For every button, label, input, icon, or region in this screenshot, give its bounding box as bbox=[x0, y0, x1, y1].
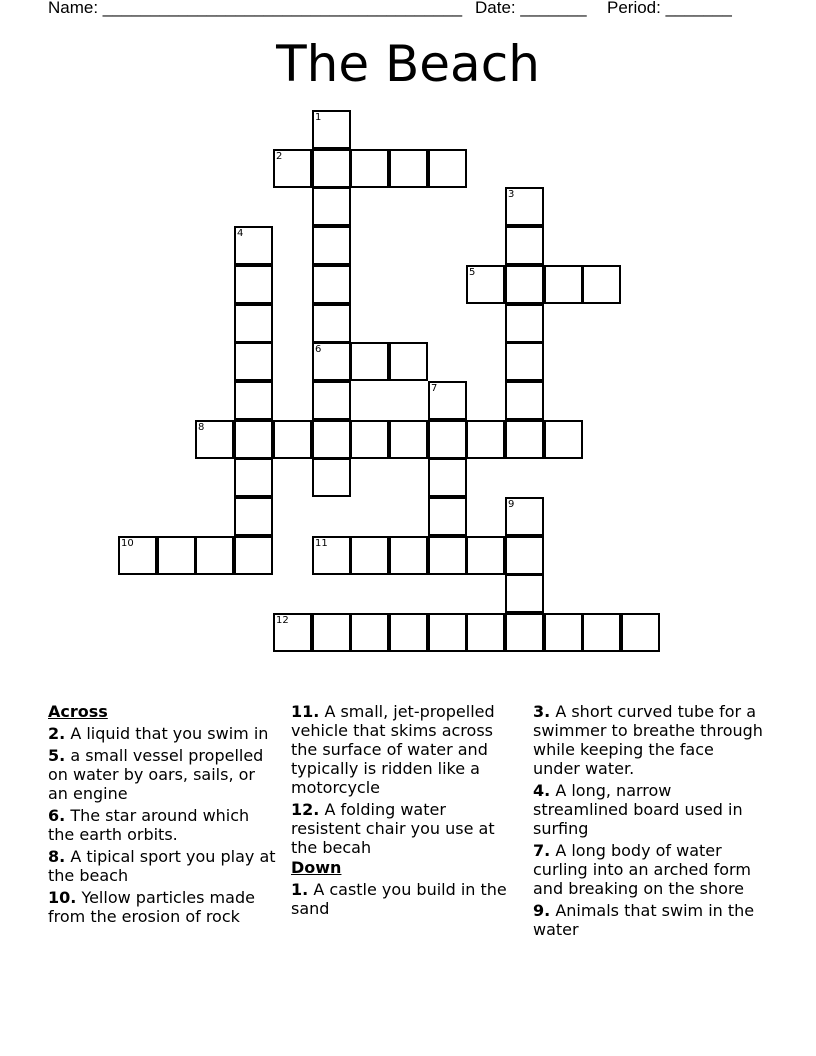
grid-cell[interactable] bbox=[505, 304, 544, 343]
grid-cell[interactable] bbox=[312, 613, 351, 652]
clue-down-3: 3. A short curved tube for a swimmer to breathe through while keeping the face under water. bbox=[533, 702, 763, 778]
grid-cell[interactable] bbox=[505, 536, 544, 575]
grid-cell[interactable] bbox=[428, 420, 467, 459]
clue-across-6: 6. The star around which the earth orbits. bbox=[48, 806, 250, 844]
period-field-label[interactable]: Period: _______ bbox=[607, 0, 732, 17]
clue-across-2: 2. A liquid that you swim in bbox=[48, 724, 269, 743]
page-title: The Beach bbox=[276, 35, 540, 93]
clues-column-1 bbox=[48, 702, 278, 929]
grid-cell[interactable] bbox=[505, 265, 544, 304]
grid-cell[interactable] bbox=[312, 265, 351, 304]
grid-cell[interactable] bbox=[350, 149, 389, 188]
grid-cell[interactable] bbox=[582, 265, 621, 304]
clue-number: 11 bbox=[315, 538, 328, 549]
grid-cell[interactable] bbox=[234, 497, 273, 536]
grid-cell[interactable] bbox=[234, 226, 273, 265]
grid-cell[interactable] bbox=[350, 536, 389, 575]
clue-number: 9 bbox=[508, 499, 515, 510]
grid-cell[interactable] bbox=[505, 497, 544, 536]
grid-cell[interactable] bbox=[312, 304, 351, 343]
clue-across-10: 10. Yellow particles made from the erosion of rock bbox=[48, 888, 255, 926]
grid-cell[interactable] bbox=[505, 226, 544, 265]
grid-cell[interactable] bbox=[350, 420, 389, 459]
grid-cell[interactable] bbox=[118, 536, 157, 575]
clue-number: 1 bbox=[315, 112, 322, 123]
grid-cell[interactable] bbox=[505, 381, 544, 420]
grid-cell[interactable] bbox=[273, 613, 312, 652]
clue-down-1: 1. A castle you build in the sand bbox=[291, 880, 507, 918]
grid-cell[interactable] bbox=[544, 265, 583, 304]
clue-number: 5 bbox=[469, 267, 476, 278]
grid-cell[interactable] bbox=[466, 536, 505, 575]
grid-cell[interactable] bbox=[466, 420, 505, 459]
clue-across-5: 5. a small vessel propelled on water by oars, sails, or an engine bbox=[48, 746, 264, 803]
clue-across-8: 8. A tipical sport you play at the beach bbox=[48, 847, 276, 885]
clue-down-9: 9. Animals that swim in the water bbox=[533, 901, 755, 939]
grid-cell[interactable] bbox=[312, 381, 351, 420]
grid-cell[interactable] bbox=[273, 149, 312, 188]
clue-number: 12 bbox=[276, 615, 289, 626]
grid-cell[interactable] bbox=[350, 342, 389, 381]
grid-cell[interactable] bbox=[312, 458, 351, 497]
across-heading: Across bbox=[48, 702, 108, 721]
grid-cell[interactable] bbox=[350, 613, 389, 652]
grid-cell[interactable] bbox=[389, 342, 428, 381]
grid-cell[interactable] bbox=[389, 536, 428, 575]
grid-cell[interactable] bbox=[234, 420, 273, 459]
grid-cell[interactable] bbox=[312, 149, 351, 188]
grid-cell[interactable] bbox=[312, 536, 351, 575]
grid-cell[interactable] bbox=[312, 342, 351, 381]
grid-cell[interactable] bbox=[234, 536, 273, 575]
grid-cell[interactable] bbox=[428, 497, 467, 536]
grid-cell[interactable] bbox=[234, 458, 273, 497]
grid-cell[interactable] bbox=[234, 304, 273, 343]
clue-across-12: 12. A folding water resistent chair you use at the becah bbox=[291, 800, 495, 857]
clue-down-4: 4. A long, narrow streamlined board used in surfing bbox=[533, 781, 743, 838]
name-field-label[interactable]: Name: ______________________________________ bbox=[48, 0, 463, 17]
grid-cell[interactable] bbox=[582, 613, 621, 652]
clue-number: 6 bbox=[315, 344, 322, 355]
grid-cell[interactable] bbox=[195, 420, 234, 459]
grid-cell[interactable] bbox=[505, 613, 544, 652]
grid-cell[interactable] bbox=[544, 420, 583, 459]
clue-number: 7 bbox=[431, 383, 438, 394]
date-field-label[interactable]: Date: _______ bbox=[475, 0, 587, 17]
grid-cell[interactable] bbox=[234, 265, 273, 304]
grid-cell[interactable] bbox=[312, 226, 351, 265]
grid-cell[interactable] bbox=[389, 613, 428, 652]
grid-cell[interactable] bbox=[505, 342, 544, 381]
clue-number: 3 bbox=[508, 189, 515, 200]
grid-cell[interactable] bbox=[157, 536, 196, 575]
down-heading: Down bbox=[291, 858, 342, 877]
grid-cell[interactable] bbox=[466, 265, 505, 304]
clues-column-2 bbox=[291, 702, 519, 921]
clue-down-7: 7. A long body of water curling into an arched form and breaking on the shore bbox=[533, 841, 751, 898]
grid-cell[interactable] bbox=[389, 420, 428, 459]
grid-cell[interactable] bbox=[466, 613, 505, 652]
clues-column-3 bbox=[533, 702, 765, 942]
grid-cell[interactable] bbox=[389, 149, 428, 188]
clue-number: 2 bbox=[276, 151, 283, 162]
grid-cell[interactable] bbox=[544, 613, 583, 652]
clue-number: 10 bbox=[121, 538, 134, 549]
grid-cell[interactable] bbox=[312, 110, 351, 149]
grid-cell[interactable] bbox=[234, 342, 273, 381]
grid-cell[interactable] bbox=[312, 187, 351, 226]
grid-cell[interactable] bbox=[195, 536, 234, 575]
grid-cell[interactable] bbox=[505, 420, 544, 459]
grid-cell[interactable] bbox=[505, 574, 544, 613]
grid-cell[interactable] bbox=[312, 420, 351, 459]
grid-cell[interactable] bbox=[505, 187, 544, 226]
clue-across-11: 11. A small, jet-propelled vehicle that skims across the surface of water and typically is ridden like a motorcycle bbox=[291, 702, 495, 797]
clue-number: 8 bbox=[198, 422, 205, 433]
grid-cell[interactable] bbox=[428, 458, 467, 497]
grid-cell[interactable] bbox=[621, 613, 660, 652]
grid-cell[interactable] bbox=[273, 420, 312, 459]
grid-cell[interactable] bbox=[234, 381, 273, 420]
grid-cell[interactable] bbox=[428, 381, 467, 420]
grid-cell[interactable] bbox=[428, 613, 467, 652]
grid-cell[interactable] bbox=[428, 149, 467, 188]
grid-cell[interactable] bbox=[428, 536, 467, 575]
clue-number: 4 bbox=[237, 228, 244, 239]
